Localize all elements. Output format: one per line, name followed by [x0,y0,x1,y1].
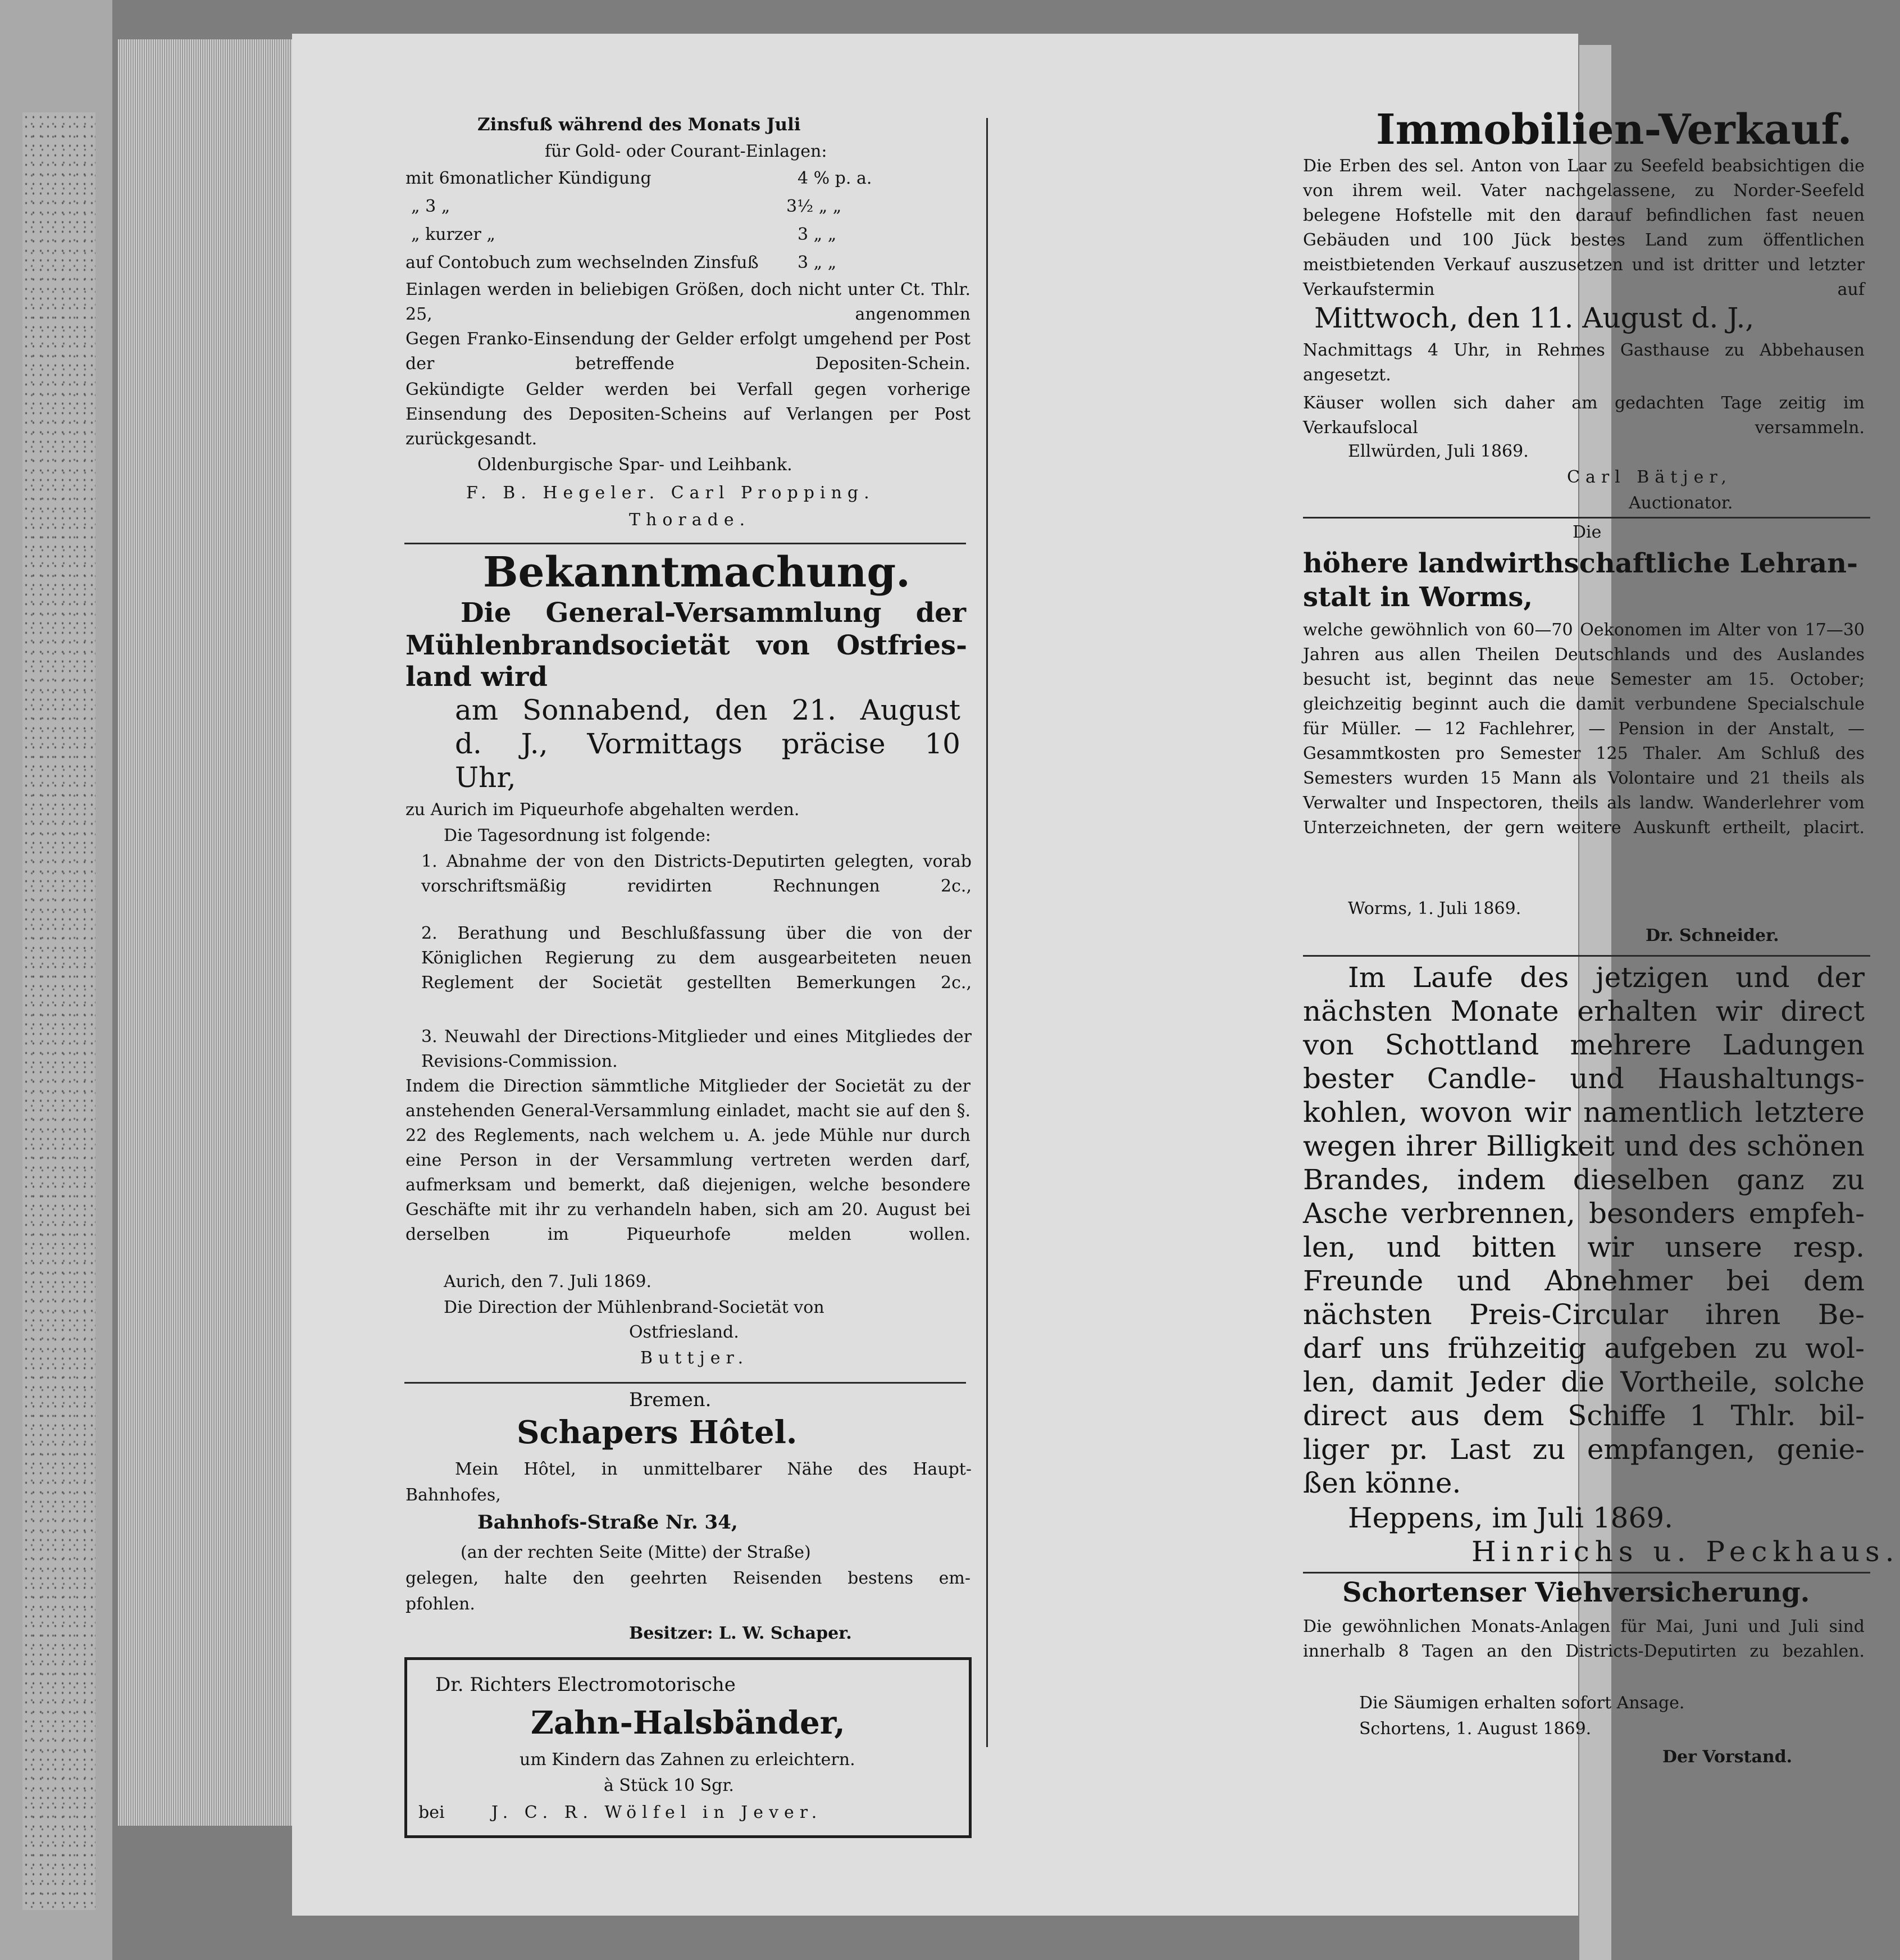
worms-body: welche gewöhnlich von 60—70 Oekonomen im Alter von 17—30 Jahren aus allen Theilen Deutschlands und des Auslandes besucht ist, beginnt das neue Semester am 15. October; gleichzeitig beginnt auch die damit verbundene Specialschule für Müller. — 12 Fachlehrer, — Pension in der Anstalt, — Gesammtkosten pro Semester 125 Thaler. Am Schluß des Semesters wurden 15 Mann als Volontaire und 21 theils als Verwalter und Inspectoren, theils als landw. Wanderlehrer vom Unterzeichneten, der gern weitere Auskunft ertheilt, placirt. [1303,620,1865,838]
immobilien-title: Immobilien-Verkauf. [1376,106,1852,154]
agenda-item: 1. Abnahme der von den Districts-Deputirten gelegten, vorab vorschriftsmäßig revidirten Rechnungen 2c., [421,852,972,896]
vieh-signer: Der Vorstand. [1662,1747,1793,1767]
marbled-edge [22,112,95,1910]
bekanntmachung-signature: Ostfriesland. [629,1322,739,1342]
agenda-intro: Die Tagesordnung ist folgende: [444,826,711,845]
section-divider [1303,1572,1870,1574]
kohlen-line: nächsten Preis-Circular ihren Be- [1303,1298,1865,1331]
richter-seller-prefix: bei [418,1803,445,1822]
hotel-street: Bahnhofs-Straße Nr. 34, [477,1511,738,1534]
kohlen-line: direct aus dem Schiffe 1 Thlr. bil- [1303,1399,1865,1432]
book-spine-background [0,0,112,1960]
hotel-side: (an der rechten Seite (Mitte) der Straße) [461,1543,811,1562]
kohlen-dateline: Heppens, im Juli 1869. [1348,1502,1674,1534]
immobilien-body2: Nachmittags 4 Uhr, in Rehmes Gasthause zu Abbehausen angesetzt. [1303,340,1865,385]
agenda-item: 3. Neuwahl der Directions-Mitglieder und eines Mitgliedes der Revisions-Commission. [421,1027,972,1071]
kohlen-line: ßen könne. [1303,1467,1461,1499]
richter-seller: J. C. R. Wölfel in Jever. [491,1803,823,1822]
zinsfuss-title: Zinsfuß während des Monats Juli [477,115,801,135]
kohlen-line: von Schottland mehrere Ladungen [1303,1029,1865,1061]
rate-row-label: „ 3 „ [411,197,450,216]
kohlen-line: Freunde und Abnehmer bei dem [1303,1265,1865,1297]
hotel-text: Bahnhofes, [405,1485,501,1505]
worms-dateline: Worms, 1. Juli 1869. [1348,899,1521,918]
immobilien-date: Mittwoch, den 11. August d. J., [1314,302,1755,334]
kohlen-line: darf uns frühzeitig aufgeben zu wol- [1303,1332,1865,1365]
column-rule [986,118,988,1747]
hotel-owner: Besitzer: L. W. Schaper. [629,1624,852,1643]
bank-name: Oldenburgische Spar- und Leihbank. [477,455,792,475]
richter-product: Zahn-Halsbänder, [531,1704,845,1741]
kohlen-line: Asche verbrennen, besonders empfeh- [1303,1197,1865,1230]
section-divider [1303,955,1870,957]
immobilien-signer: Carl Bätjer, [1567,467,1732,487]
immobilien-role: Auctionator. [1629,493,1733,513]
rate-row-value: 3½ „ „ [786,197,842,216]
hotel-text: gelegen, halte den geehrten Reisenden bestens em- [405,1568,970,1588]
rate-row-value: 3 „ „ [798,225,837,244]
richter-purpose: um Kindern das Zahnen zu erleichtern. [520,1750,855,1770]
hotel-city: Bremen. [629,1389,712,1411]
kohlen-signer: Hinrichs u. Peckhaus. [1471,1535,1900,1568]
bekanntmachung-body: Indem die Direction sämmtliche Mitglieder der Societät zu der anstehenden General-Versammlung einladet, macht sie auf den §. 22 des Reglements, nach welchem u. A. jede Mühle nur durch eine Person in der Versammlung vertreten werden darf, aufmerksam und bemerkt, daß diejenigen, welche besondere Geschäfte mit ihr zu verhandeln haben, sich am 20. August bei derselben im Piqueurhofe melden wollen. [405,1076,970,1244]
rate-row-value: 4 % p. a. [798,169,872,188]
zinsfuss-subtitle: für Gold- oder Courant-Einlagen: [545,142,827,161]
rate-row-label: auf Contobuch zum wechselnden Zinsfuß [405,253,759,272]
bekanntmachung-line: Die General-Versammlung der [461,597,966,629]
bekanntmachung-line: Mühlenbrandsocietät von Ostfries- [405,630,967,661]
hotel-text: Mein Hôtel, in unmittelbarer Nähe des Haupt- [455,1459,972,1479]
zinsfuss-paragraph: Einlagen werden in beliebigen Größen, doch nicht unter Ct. Thlr. 25, angenommen [405,280,970,324]
worms-title: stalt in Worms, [1303,581,1533,613]
vieh-title: Schortenser Viehversicherung. [1342,1577,1810,1608]
rate-row-value: 3 „ „ [798,253,837,272]
richter-ad-frame [404,1657,972,1838]
hotel-text: pfohlen. [405,1594,475,1614]
vieh-body: Die gewöhnlichen Monats-Anlagen für Mai, Juni und Juli sind innerhalb 8 Tagen an den Districts-Deputirten zu bezahlen. [1303,1617,1865,1661]
immobilien-body3: Käuser wollen sich daher am gedachten Tage zeitig im Verkaufslocal versammeln. [1303,393,1865,438]
page-stack-edges [118,39,303,1826]
meeting-date: Uhr, [455,761,516,794]
zinsfuss-paragraph: Gegen Franko-Einsendung der Gelder erfolgt umgehend per Post der betreffende Depositen-Schein. [405,329,970,374]
meeting-location: zu Aurich im Piqueurhofe abgehalten werden. [405,800,800,820]
worms-title: höhere landwirthschaftliche Lehran- [1303,548,1858,579]
rate-row-label: „ kurzer „ [411,225,495,244]
rate-row-label: mit 6monatlicher Kündigung [405,169,651,188]
vieh-body2: Die Säumigen erhalten sofort Ansage. [1359,1693,1685,1713]
worms-signer: Dr. Schneider. [1646,926,1779,945]
worms-intro: Die [1573,522,1602,542]
bekanntmachung-signer: Buttjer. [640,1348,749,1368]
newspaper-page [292,34,1900,1916]
kohlen-line: nächsten Monate erhalten wir direct [1303,995,1865,1027]
richter-price: à Stück 10 Sgr. [604,1776,734,1795]
bekanntmachung-line: land wird [405,661,548,693]
kohlen-line: kohlen, wovon wir namentlich letztere [1303,1096,1865,1129]
hotel-name: Schapers Hôtel. [517,1414,798,1451]
bekanntmachung-dateline: Aurich, den 7. Juli 1869. [444,1272,652,1291]
section-divider [404,1382,966,1384]
meeting-date: d. J., Vormittags präcise 10 [455,727,960,760]
kohlen-line: len, und bitten wir unsere resp. [1303,1231,1865,1263]
zinsfuss-paragraph: Gekündigte Gelder werden bei Verfall gegen vorherige Einsendung des Depositen-Scheins auf Verlangen per Post zurückgesandt. [405,380,970,449]
section-divider [404,543,966,544]
meeting-date: am Sonnabend, den 21. August [455,694,960,726]
kohlen-line: len, damit Jeder die Vortheile, solche [1303,1366,1865,1398]
bank-signers: F. B. Hegeler. Carl Propping. [466,483,875,503]
bekanntmachung-signature: Die Direction der Mühlenbrand-Societät von [444,1298,824,1317]
kohlen-line: Im Laufe des jetzigen und der [1348,961,1865,994]
agenda-item: 2. Berathung und Beschlußfassung über die von der Königlichen Regierung zu dem ausgearbeiteten neuen Reglement der Societät gestellten Bemerkungen 2c., [421,924,972,993]
kohlen-line: bester Candle- und Haushaltungs- [1303,1062,1865,1095]
kohlen-line: Brandes, indem dieselben ganz zu [1303,1163,1865,1196]
immobilien-body: Die Erben des sel. Anton von Laar zu Seefeld beabsichtigen die von ihrem weil. Vater nachgelassene, zu Norder-Seefeld belegene Hofstelle mit den darauf befindlichen fast neuen Gebäuden und 100 Jück bestes Land zum öffentlichen meistbietenden Verkauf auszusetzen und ist dritter und letzter Verkaufstermin auf [1303,156,1865,299]
vieh-dateline: Schortens, 1. August 1869. [1359,1719,1592,1739]
bank-place: Thorade. [629,510,751,530]
kohlen-line: wegen ihrer Billigkeit und des schönen [1303,1130,1865,1162]
kohlen-line: liger pr. Last zu empfangen, genie- [1303,1433,1865,1466]
immobilien-dateline: Ellwürden, Juli 1869. [1348,442,1529,461]
richter-title: Dr. Richters Electromotorische [435,1673,736,1696]
bekanntmachung-title: Bekanntmachung. [483,548,910,597]
section-divider [1303,517,1870,519]
